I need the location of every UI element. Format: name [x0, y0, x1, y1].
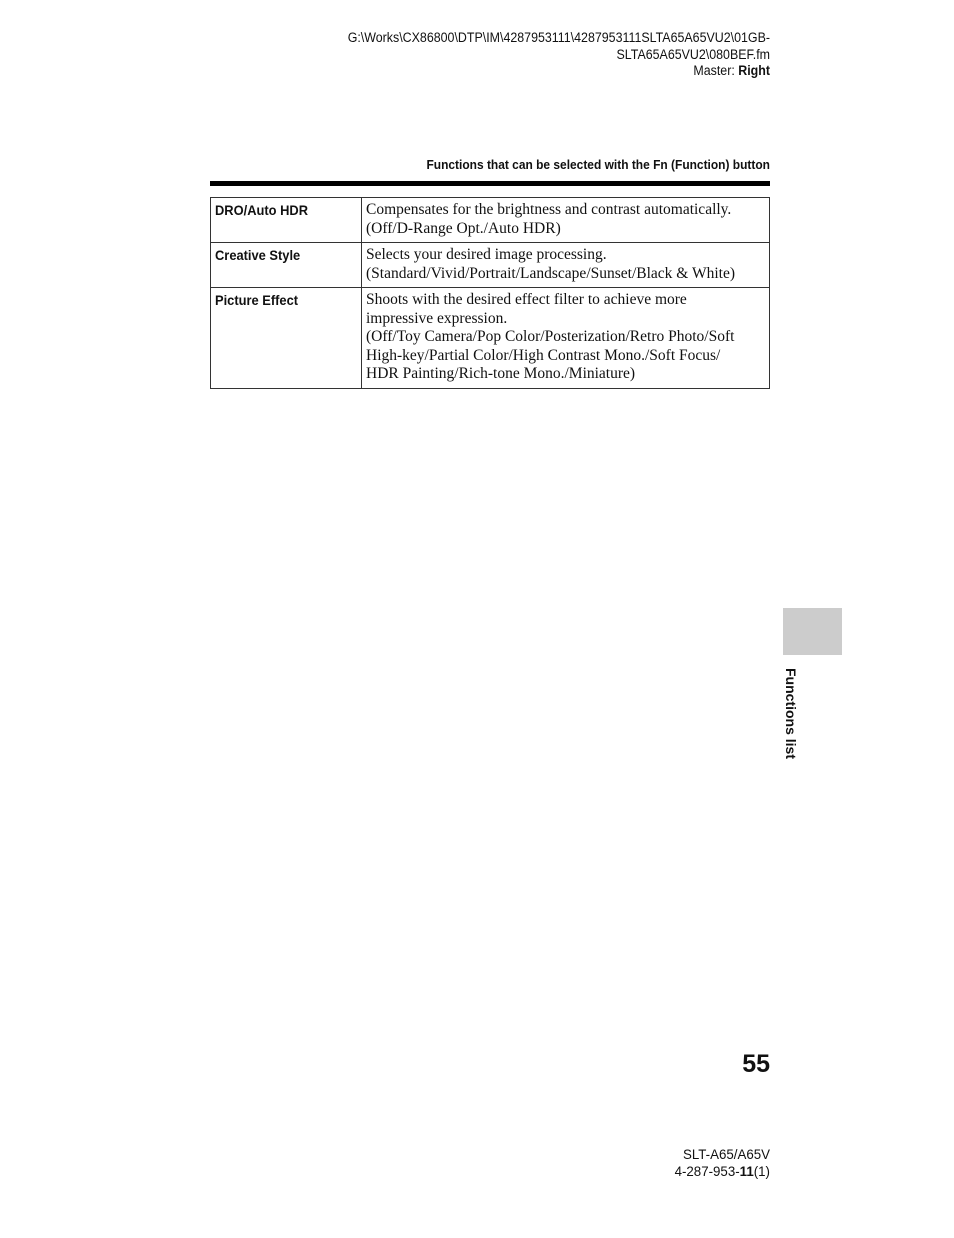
- model-number: SLT-A65/A65V: [683, 1146, 770, 1162]
- description-line: Shoots with the desired effect filter to achieve more: [366, 291, 687, 308]
- code-prefix: 4-287-953-: [674, 1163, 740, 1179]
- side-tab-text: Functions list: [783, 668, 799, 759]
- master-label: Master:: [693, 63, 739, 78]
- file-path-line-1: G:\Works\CX86800\DTP\IM\4287953111\4287953111SLTA65A65VU2\01GB-: [347, 30, 770, 45]
- code-suffix: (1): [753, 1163, 770, 1179]
- function-name: DRO/Auto HDR: [215, 202, 309, 218]
- section-heading: Functions that can be selected with the Fn (Function) button: [426, 157, 770, 172]
- function-description: [362, 288, 770, 389]
- page-number: 55: [742, 1050, 770, 1078]
- description-line: High-key/Partial Color/High Contrast Mono./Soft Focus/: [366, 346, 721, 364]
- file-path-line-2: SLTA65A65VU2\080BEF.fm: [616, 46, 770, 62]
- description-line: Selects your desired image processing.: [366, 246, 607, 263]
- function-name: Picture Effect: [215, 292, 299, 308]
- function-description: [362, 243, 770, 288]
- master-line: [292, 63, 770, 80]
- table-row: [211, 288, 770, 389]
- functions-table: [210, 197, 770, 389]
- description-line: (Off/D-Range Opt./Auto HDR): [366, 219, 561, 237]
- function-name-cell: [211, 243, 362, 288]
- description-line: HDR Painting/Rich-tone Mono./Miniature): [366, 365, 636, 382]
- side-tab-label: [780, 668, 800, 778]
- description-line: (Standard/Vivid/Portrait/Landscape/Sunset/Black & White): [366, 264, 735, 282]
- table-row: [211, 243, 770, 288]
- file-path-header: [292, 30, 770, 80]
- description-line: Compensates for the brightness and contrast automatically.: [366, 201, 732, 218]
- heading-rule: [210, 181, 770, 186]
- master-value: Right: [738, 63, 770, 78]
- description-line: (Off/Toy Camera/Pop Color/Posterization/Retro Photo/Soft: [366, 328, 735, 345]
- section-side-tab: [783, 608, 842, 655]
- footer: [485, 1146, 770, 1180]
- document-code: [485, 1163, 770, 1180]
- description-line: impressive expression.: [366, 309, 508, 327]
- function-name-cell: [211, 198, 362, 243]
- table-row: [211, 198, 770, 243]
- function-name-cell: [211, 288, 362, 389]
- code-revision: 11: [739, 1163, 754, 1179]
- function-description: [362, 198, 770, 243]
- function-name: Creative Style: [215, 247, 301, 263]
